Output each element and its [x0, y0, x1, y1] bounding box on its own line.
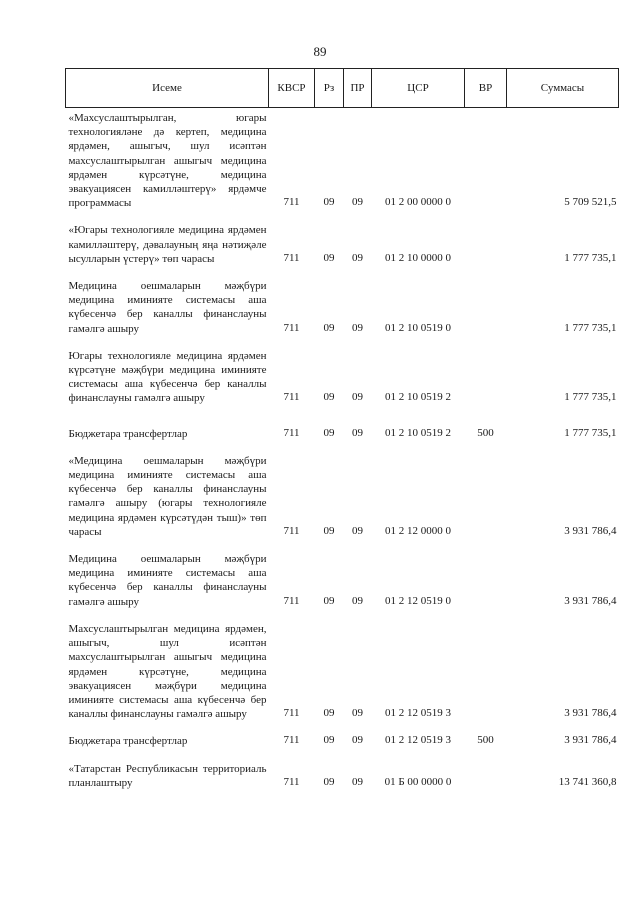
table-row [66, 725, 619, 752]
row-pr: 09 [352, 775, 363, 788]
row-csr: 01 2 10 0519 2 [385, 391, 451, 404]
row-vr: 500 [477, 734, 494, 747]
row-kvsr: 711 [283, 775, 300, 788]
row-vr [465, 543, 507, 613]
row-pr: 09 [352, 524, 363, 537]
row-rz: 09 [323, 707, 335, 720]
table-row [66, 543, 619, 613]
row-sum: 3 931 786,4 [564, 594, 617, 607]
column-header-csr: ЦСР [372, 69, 465, 108]
row-sum: 1 777 735,1 [564, 391, 617, 404]
table-row [66, 613, 619, 725]
table-header-row [66, 69, 619, 108]
row-csr: 01 2 00 0000 0 [385, 196, 451, 209]
row-sum: 5 709 521,5 [564, 196, 617, 209]
row-kvsr: 711 [283, 251, 300, 264]
row-name: Медицина оешмаларын мәҗбүри медицина иминияте системасы аша күбесенчә бер каналлы финанслауны гамәлгә ашыру [68, 280, 267, 335]
row-vr [465, 613, 507, 725]
table-row [66, 753, 619, 794]
column-header-pr: ПР [344, 69, 372, 108]
row-rz: 09 [323, 775, 335, 788]
row-rz: 09 [323, 734, 335, 747]
table-row [66, 214, 619, 270]
row-rz: 09 [323, 391, 335, 404]
row-kvsr: 711 [283, 707, 300, 720]
row-vr [465, 108, 507, 215]
row-vr [465, 270, 507, 340]
row-name: «Татарстан Республикасын территориаль планлаштыру [68, 762, 267, 789]
column-header-name: Исеме [66, 69, 269, 108]
row-kvsr: 711 [283, 391, 300, 404]
row-rz: 09 [323, 321, 335, 334]
column-header-vr: ВР [465, 69, 507, 108]
table-row [66, 340, 619, 410]
table-row [66, 410, 619, 445]
page-number: 89 [313, 44, 327, 59]
row-sum: 1 777 735,1 [564, 426, 617, 439]
row-name: Медицина оешмаларын мәҗбүри медицина иминияте системасы аша күбесенчә бер каналлы финанслауны гамәлгә ашыру [68, 553, 267, 608]
row-vr [465, 445, 507, 543]
row-sum: 1 777 735,1 [564, 321, 617, 334]
row-rz: 09 [323, 426, 335, 439]
row-name: Бюджетара трансфертлар [68, 735, 188, 748]
row-sum: 3 931 786,4 [564, 524, 617, 537]
row-name: «Махсуслаштырылган, югары технологияләне дә кертеп, медицина ярдәмен, ашыгыч, шул исәптән махсуслаштырылган ашыгыч медицина ярдәмен күрсәтүне, медицина эвакуациясен камилләштерү» ярдәмче программасы [68, 112, 267, 210]
row-kvsr: 711 [283, 321, 300, 334]
row-kvsr: 711 [283, 196, 300, 209]
row-rz: 09 [323, 251, 335, 264]
row-csr: 01 2 12 0519 3 [385, 707, 451, 720]
row-rz: 09 [323, 594, 335, 607]
row-vr: 500 [477, 426, 494, 439]
row-vr [465, 214, 507, 270]
row-rz: 09 [323, 196, 335, 209]
row-csr: 01 2 10 0519 2 [385, 426, 451, 439]
row-csr: 01 2 12 0519 0 [385, 594, 451, 607]
row-csr: 01 2 12 0000 0 [385, 524, 451, 537]
column-header-kvsr: КВСР [269, 69, 315, 108]
row-name: Югары технологияле медицина ярдәмен күрсәтүне мәҗбүри медицина иминияте системасы аша күбесенчә бер каналлы финанслауны гамәлгә ашыру [68, 349, 267, 405]
row-name: Бюджетара трансфертлар [68, 427, 188, 440]
table-body [66, 108, 619, 794]
row-pr: 09 [352, 196, 363, 209]
row-csr: 01 Б 00 0000 0 [384, 775, 452, 788]
row-pr: 09 [352, 251, 363, 264]
row-kvsr: 711 [283, 734, 300, 747]
row-name: Махсуслаштырылган медицина ярдәмен, ашыгыч, шул исәптән махсуслаштырылган ашыгыч медицина ярдәмен күрсәтүне, медицина эвакуациясен мәҗбүри медицина иминияте системасы аша күбесенчә бер каналлы финанслауны гамәлгә ашыру [68, 622, 267, 721]
row-kvsr: 711 [283, 524, 300, 537]
row-pr: 09 [352, 734, 363, 747]
row-csr: 01 2 10 0000 0 [385, 251, 451, 264]
row-kvsr: 711 [283, 594, 300, 607]
row-pr: 09 [352, 594, 363, 607]
row-sum: 3 931 786,4 [564, 707, 617, 720]
row-sum: 13 741 360,8 [558, 775, 617, 788]
table-row [66, 270, 619, 340]
row-csr: 01 2 12 0519 3 [385, 734, 451, 747]
budget-table [65, 68, 619, 794]
row-csr: 01 2 10 0519 0 [385, 321, 451, 334]
row-name: «Югары технологияле медицина ярдәмен камилләштерү, дәвалауның яңа нәтиҗәле ысулларын үстерү» төп чарасы [68, 224, 267, 265]
row-vr [465, 753, 507, 794]
row-sum: 1 777 735,1 [564, 251, 617, 264]
row-pr: 09 [352, 426, 363, 439]
row-pr: 09 [352, 391, 363, 404]
row-pr: 09 [352, 707, 363, 720]
row-rz: 09 [323, 524, 335, 537]
column-header-rz: Рз [315, 69, 344, 108]
table-row [66, 445, 619, 543]
table-row [66, 108, 619, 215]
row-vr [465, 340, 507, 410]
row-name: «Медицина оешмаларын мәҗбүри медицина иминияте системасы аша күбесенчә бер каналлы финанслауны гамәлгә ашыру (югары технологияле медицина ярдәмен күрсәтүдән тыш)» төп чарасы [68, 454, 267, 538]
column-header-sum: Суммасы [507, 69, 619, 108]
row-sum: 3 931 786,4 [564, 734, 617, 747]
row-kvsr: 711 [283, 426, 300, 439]
row-pr: 09 [352, 321, 363, 334]
